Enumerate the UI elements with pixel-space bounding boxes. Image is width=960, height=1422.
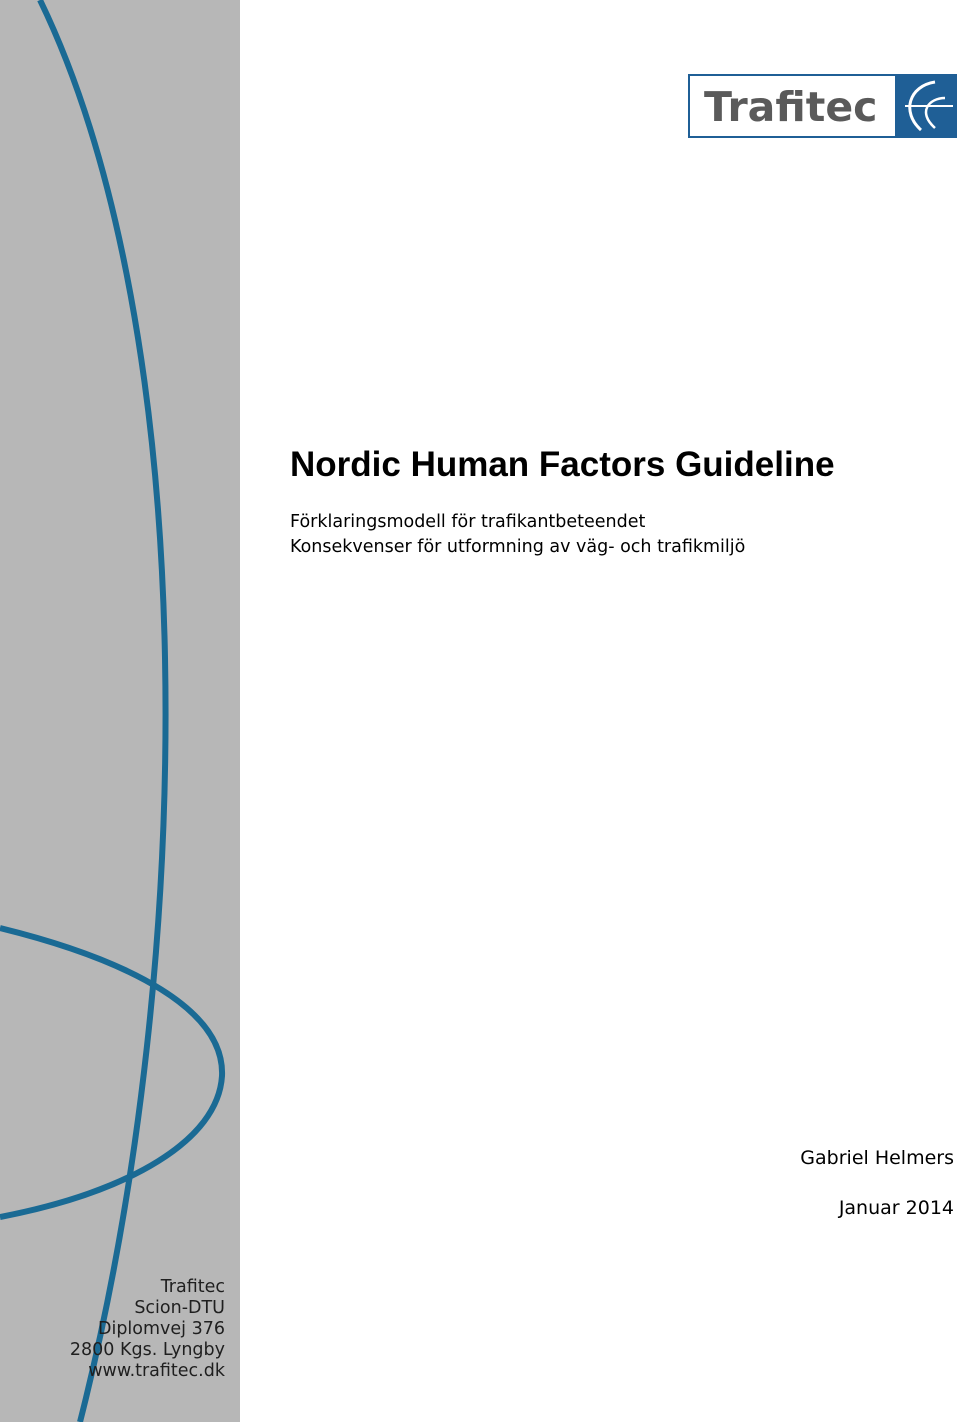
subtitle-line-1: Förklaringsmodell för trafikantbeteendet xyxy=(290,512,646,532)
address-org: Trafitec xyxy=(160,1277,225,1297)
logo-wordmark: Trafitec xyxy=(704,83,878,131)
document-title: Nordic Human Factors Guideline xyxy=(290,445,835,484)
address-website: www.trafitec.dk xyxy=(88,1361,225,1381)
trafitec-logo xyxy=(688,74,957,138)
address-street: Diplomvej 376 xyxy=(97,1319,225,1339)
publication-date: Januar 2014 xyxy=(838,1197,954,1219)
address-city: 2800 Kgs. Lyngby xyxy=(69,1340,225,1360)
author-name: Gabriel Helmers xyxy=(800,1147,954,1169)
subtitle-line-2: Konsekvenser för utformning av väg- och trafikmiljö xyxy=(290,537,746,557)
publisher-address xyxy=(0,1277,225,1382)
sidebar-panel xyxy=(0,0,240,1422)
address-place: Scion-DTU xyxy=(134,1298,225,1318)
logo-swoosh-icon xyxy=(895,76,955,136)
